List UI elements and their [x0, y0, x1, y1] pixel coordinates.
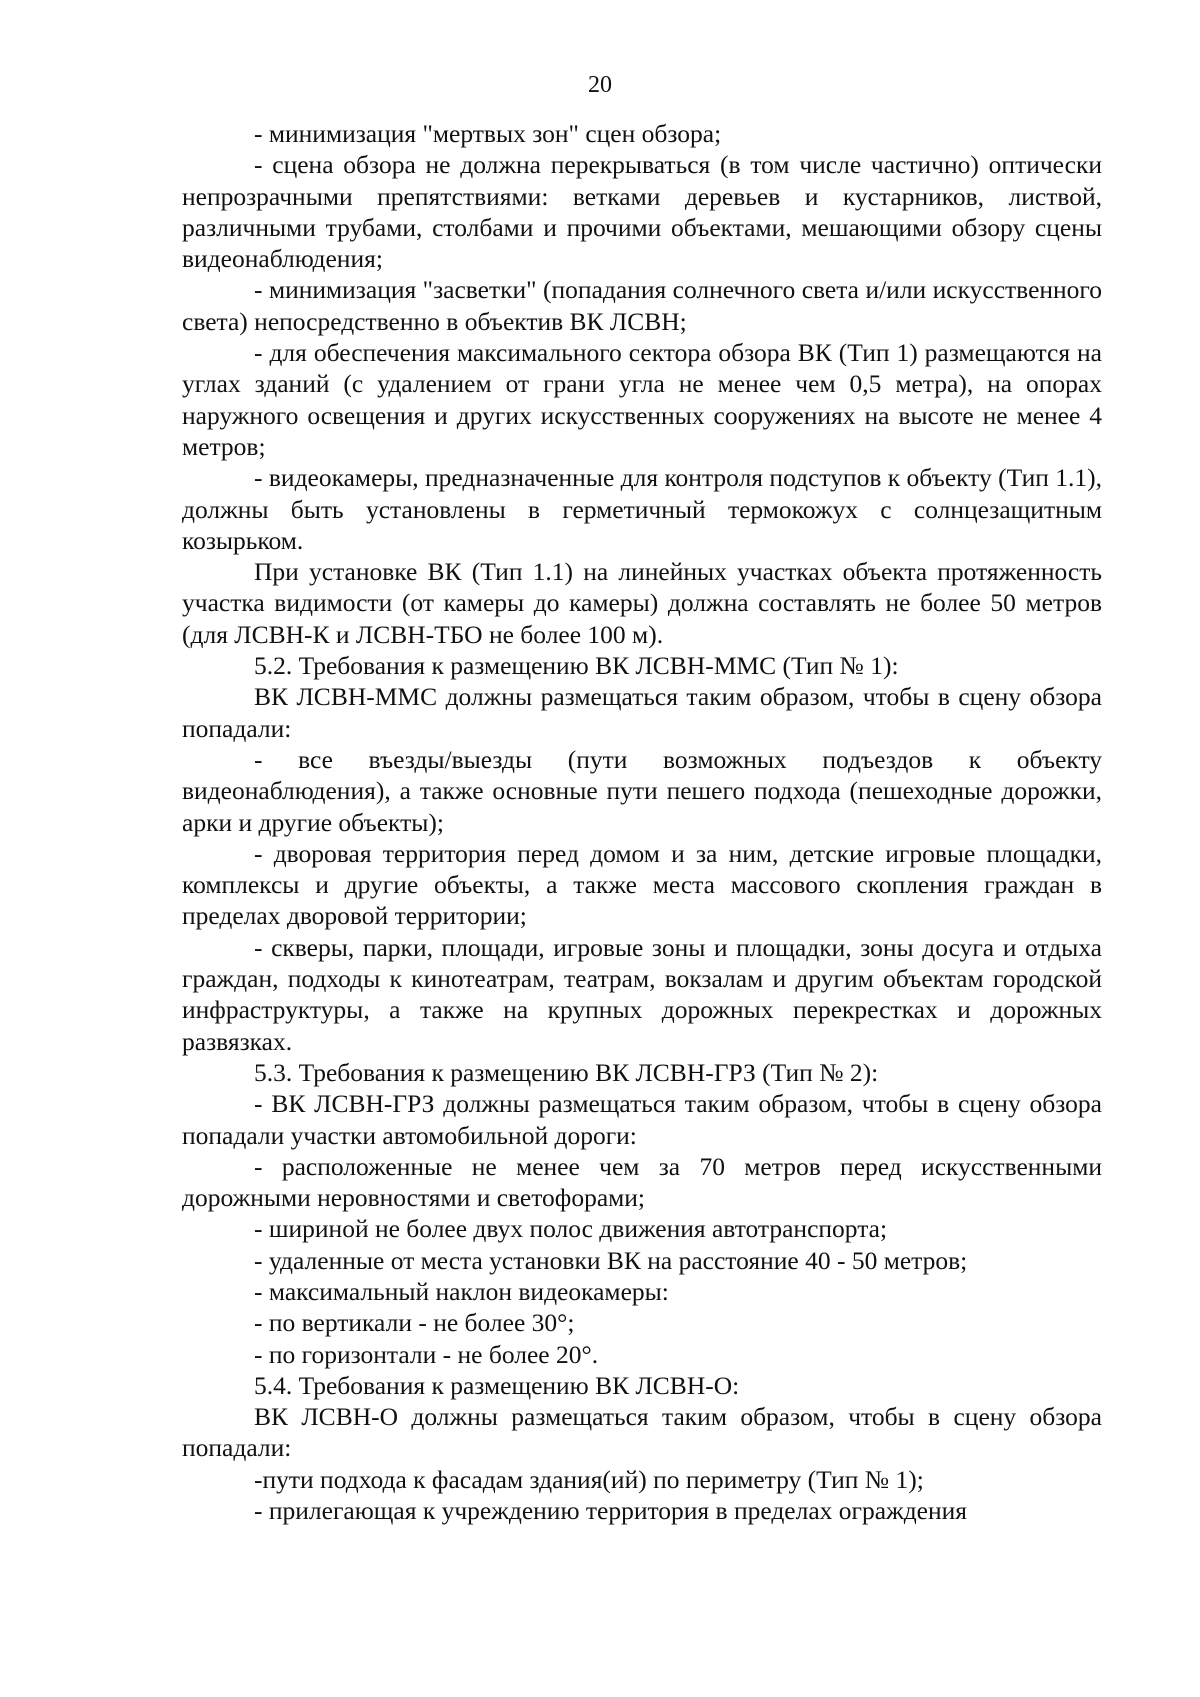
- paragraph-dead-zones: - минимизация "мертвых зон" сцен обзора;: [254, 119, 722, 148]
- section-heading-5-4: 5.4. Требования к размещению ВК ЛСВН-О:: [254, 1370, 740, 1400]
- paragraph-camera-placement: - для обеспечения максимального сектора обзора ВК (Тип 1) размещаются на углах зданий (с удалением от грани угла не менее чем 0,5 метра), на опорах наружного освещения и других искусственных сооружениях на высоте не менее 4 метров;: [182, 338, 1102, 461]
- paragraph-road-obstacles: - расположенные не менее чем за 70 метров перед искусственными дорожными неровностями и светофорами;: [182, 1151, 1102, 1213]
- paragraph-facade-paths: -пути подхода к фасадам здания(ий) по периметру (Тип № 1);: [254, 1464, 924, 1494]
- paragraph-mms-intro: ВК ЛСВН-ММС должны размещаться таким образом, чтобы в сцену обзора попадали:: [182, 682, 1102, 743]
- paragraph-linear-sections: При установке ВК (Тип 1.1) на линейных участках объекта протяженность участка видимости (от камеры до камеры) должна составлять не более 50 метров (для ЛСВН-К и ЛСВН-ТБО не более 100 м).: [182, 557, 1102, 649]
- paragraph-horizontal-tilt: - по горизонтали - не более 20°.: [254, 1339, 599, 1369]
- paragraph-glare: - минимизация "засветки" (попадания солнечного света и/или искусственного света) непосредственно в объектив ВК ЛСВН;: [182, 275, 1102, 336]
- paragraph-courtyard: - дворовая территория перед домом и за ним, детские игровые площадки, комплексы и другие объекты, а также места массового скопления граждан в пределах дворовой территории;: [182, 838, 1102, 931]
- paragraph-entrances: - все въезды/выезды (пути возможных подъездов к объекту видеонаблюдения), а также основные пути пешего подхода (пешеходные дорожки, арки и другие объекты);: [182, 744, 1102, 837]
- paragraph-max-tilt: - максимальный наклон видеокамеры:: [254, 1276, 669, 1306]
- paragraph-grz-intro: - ВК ЛСВН-ГРЗ должны размещаться таким образом, чтобы в сцену обзора попадали участки автомобильной дороги:: [182, 1089, 1102, 1150]
- paragraph-distance: - удаленные от места установки ВК на расстояние 40 - 50 метров;: [254, 1245, 968, 1275]
- section-heading-5-3: 5.3. Требования к размещению ВК ЛСВН-ГРЗ (Тип № 2):: [254, 1057, 879, 1087]
- section-heading-5-2: 5.2. Требования к размещению ВК ЛСВН-ММС (Тип № 1):: [254, 651, 899, 681]
- paragraph-adjacent-territory: - прилегающая к учреждению территория в пределах ограждения: [254, 1496, 968, 1526]
- page-number: 20: [588, 72, 612, 98]
- paragraph-view-obstruction: - сцена обзора не должна перекрываться (в том числе частично) оптически непрозрачными препятствиями: ветками деревьев и кустарников, листвой, различными трубами, столбами и прочими объектами, мешающими обзору сцены видеонаблюдения;: [182, 150, 1102, 274]
- paragraph-parks: - скверы, парки, площади, игровые зоны и площадки, зоны досуга и отдыха граждан, подходы к кинотеатрам, театрам, вокзалам и другим объектам городской инфраструктуры, а также на крупных дорожных перекрестках и дорожных развязках.: [182, 932, 1102, 1056]
- paragraph-vertical-tilt: - по вертикали - не более 30°;: [254, 1308, 575, 1338]
- document-body: [182, 118, 1102, 1526]
- paragraph-o-intro: ВК ЛСВН-О должны размещаться таким образом, чтобы в сцену обзора попадали:: [182, 1402, 1102, 1463]
- paragraph-thermal-housing: - видеокамеры, предназначенные для контроля подступов к объекту (Тип 1.1), должны быть установлены в герметичный термокожух с солнцезащитным козырьком.: [182, 463, 1102, 555]
- paragraph-lane-width: - шириной не более двух полос движения автотранспорта;: [254, 1214, 888, 1244]
